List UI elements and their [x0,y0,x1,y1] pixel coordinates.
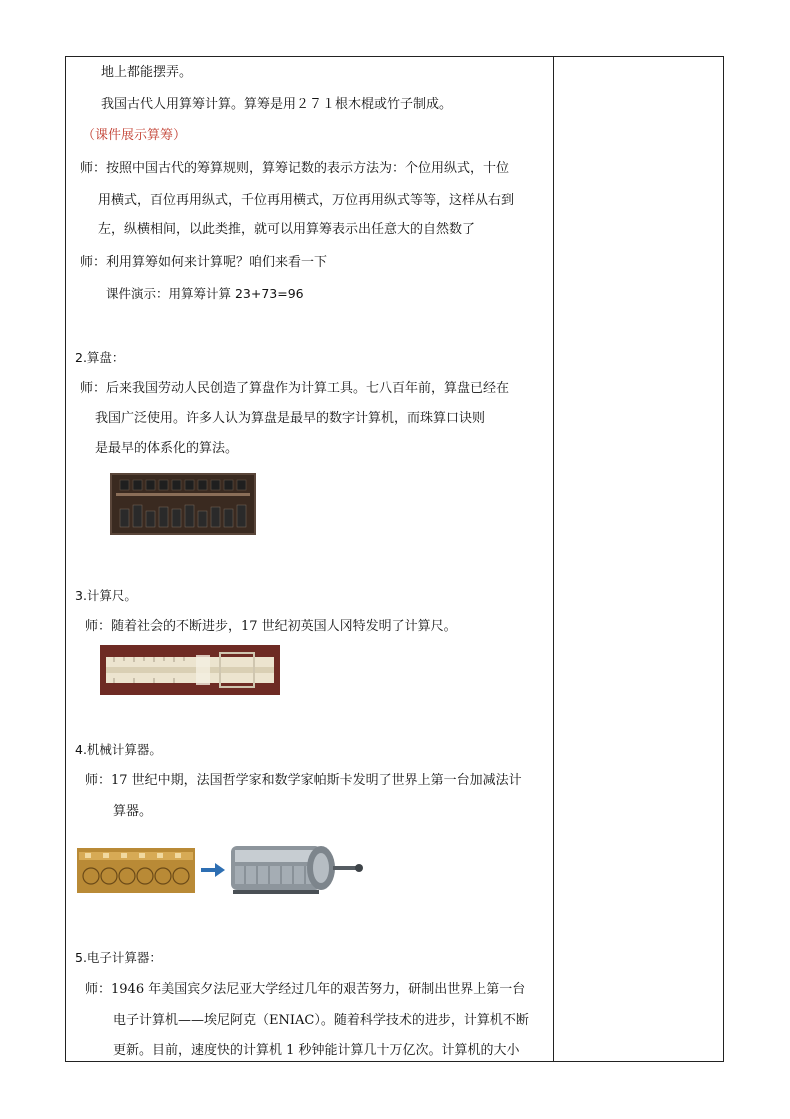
text-line: 师：17 世纪中期，法国哲学家和数学家帕斯卡发明了世界上第一台加减法计 [85,773,522,788]
section-title: 5.电子计算器： [75,950,162,965]
text-line: 是最早的体系化的算法。 [95,441,239,456]
text-line: 更新。目前，速度快的计算机 1 秒钟能计算几十万亿次。计算机的大小 [113,1043,520,1058]
text-line: 地上都能摆弄。 [101,65,193,80]
abacus-image [110,473,256,535]
text-line: 师：1946 年美国宾夕法尼亚大学经过几年的艰苦努力，研制出世界上第一台 [85,982,526,997]
text-line: 师：按照中国古代的筹算规则，算筹记数的表示方法为：个位用纵式，十位 [80,161,510,176]
text-line: 用横式，百位再用纵式，千位再用横式，万位再用纵式等等，这样从右到 [98,193,515,208]
text-line: 师：后来我国劳动人民创造了算盘作为计算工具。七八百年前，算盘已经在 [80,381,510,396]
mechanical-calculator-image [225,836,365,898]
arrow-icon [200,862,226,878]
courseware-demo: 课件演示：用算筹计算 23+73=96 [106,286,304,301]
text-line: 算器。 [113,804,153,819]
text-line: 我国广泛使用。许多人认为算盘是最早的数字计算机，而珠算口诀则 [95,411,486,426]
section-title: 2.算盘： [75,350,125,365]
courseware-note: （课件展示算筹） [82,128,187,143]
section-title: 3.计算尺。 [75,588,137,603]
section-title: 4.机械计算器。 [75,742,162,757]
text-line: 左，纵横相间，以此类推，就可以用算筹表示出任意大的自然数了 [98,222,476,237]
text-line: 师：随着社会的不断进步，17 世纪初英国人冈特发明了计算尺。 [85,619,457,634]
table-column-divider [553,56,554,1062]
text-line: 我国古代人用算筹计算。算筹是用２７１根木棍或竹子制成。 [101,97,453,112]
slide-rule-image [100,645,280,695]
pascaline-image [77,848,195,893]
text-line: 电子计算机——埃尼阿克（ENIAC）。随着科学技术的进步，计算机不断 [113,1013,529,1028]
text-line: 师：利用算筹如何来计算呢？咱们来看一下 [80,255,328,270]
